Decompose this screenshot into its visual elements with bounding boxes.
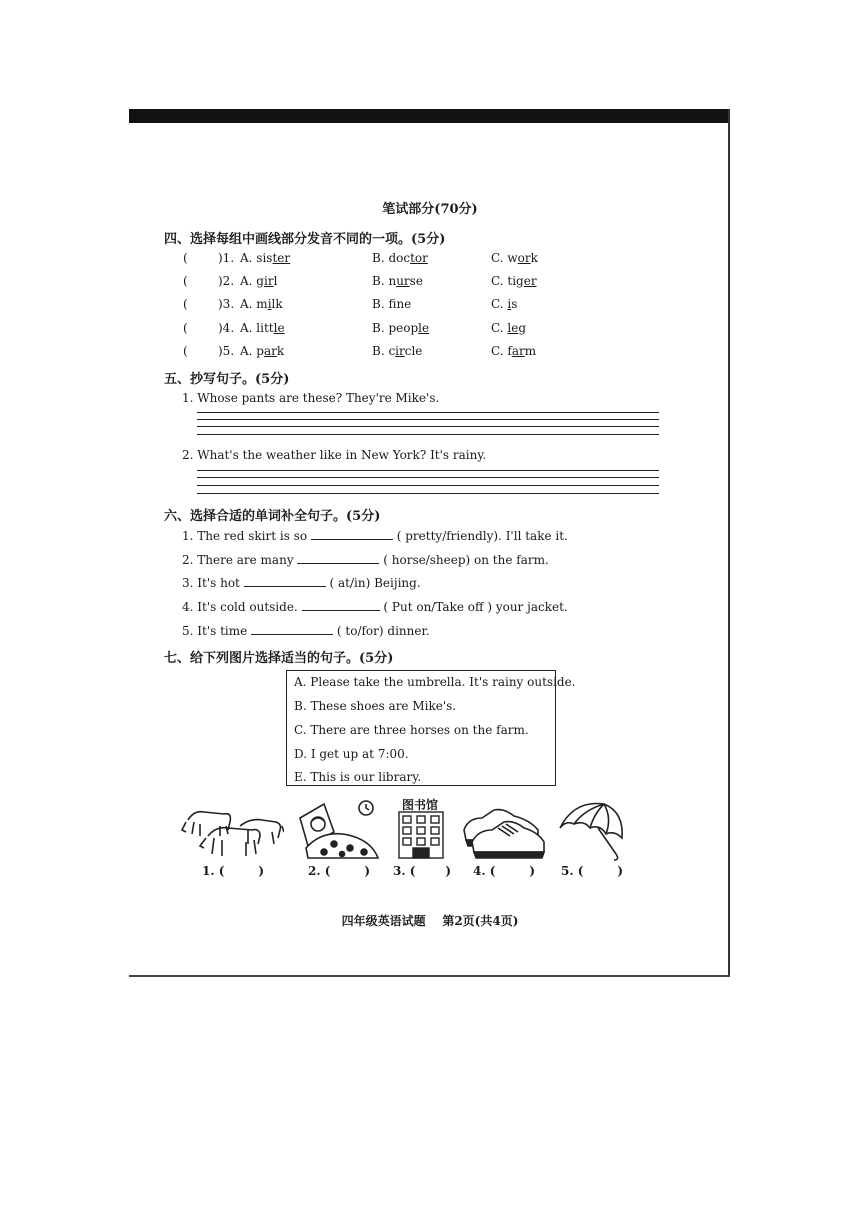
picture-answer-1[interactable] bbox=[202, 864, 264, 878]
answer-close: ) bbox=[445, 864, 452, 878]
writing-line bbox=[197, 470, 659, 471]
answer-label: 3. ( bbox=[393, 864, 416, 878]
option-b: B. doctor bbox=[372, 251, 428, 265]
question-number: )3. bbox=[218, 297, 235, 311]
fill-item-text: 4. It's cold outside. bbox=[182, 600, 298, 614]
answer-label: 2. ( bbox=[308, 864, 331, 878]
option-a: A. sister bbox=[240, 251, 291, 265]
writing-line bbox=[197, 419, 659, 420]
answer-blank[interactable] bbox=[311, 538, 393, 540]
writing-line bbox=[197, 485, 659, 486]
writing-line bbox=[197, 493, 659, 494]
fill-item-options: ( Put on/Take off ) your jacket. bbox=[383, 600, 568, 614]
horses-picture bbox=[180, 800, 284, 860]
writing-line bbox=[197, 426, 659, 427]
fill-item-3 bbox=[182, 576, 421, 590]
fill-item-1 bbox=[182, 529, 568, 543]
top-bar bbox=[129, 109, 730, 123]
option-c: C. leg bbox=[491, 321, 527, 335]
option-c: C. There are three horses on the farm. bbox=[294, 723, 529, 737]
fill-item-2 bbox=[182, 553, 549, 567]
answer-paren-open[interactable]: ( bbox=[183, 321, 188, 335]
answer-label: 5. ( bbox=[561, 864, 584, 878]
picture-answer-4[interactable] bbox=[473, 864, 535, 878]
picture-answer-2[interactable] bbox=[308, 864, 370, 878]
answer-close: ) bbox=[258, 864, 265, 878]
picture-answer-5[interactable] bbox=[561, 864, 623, 878]
section4-heading: 四、选择每组中画线部分发音不同的一项。(5分) bbox=[164, 232, 446, 247]
answer-label: 1. ( bbox=[202, 864, 225, 878]
shoes-picture bbox=[460, 800, 546, 860]
option-a: A. little bbox=[240, 321, 285, 335]
option-a: A. park bbox=[240, 344, 285, 358]
bottom-border bbox=[129, 975, 730, 977]
options-box bbox=[286, 670, 576, 786]
question-number: )1. bbox=[218, 251, 235, 265]
fill-item-text: 5. It's time bbox=[182, 624, 248, 638]
option-b: B. fne bbox=[372, 297, 412, 311]
option-e: E. This is our library. bbox=[294, 770, 422, 784]
option-b: B. These shoes are Mike's. bbox=[294, 699, 457, 713]
picture-answer-3[interactable] bbox=[393, 864, 451, 878]
answer-paren-open[interactable]: ( bbox=[183, 251, 188, 265]
writing-line bbox=[197, 412, 659, 413]
option-b: B. nurse bbox=[372, 274, 423, 288]
option-c: C. tiger bbox=[491, 274, 537, 288]
umbrella-picture bbox=[554, 798, 628, 862]
question-number: )4. bbox=[218, 321, 235, 335]
answer-close: ) bbox=[617, 864, 624, 878]
answer-paren-open[interactable]: ( bbox=[183, 297, 188, 311]
answer-label: 4. ( bbox=[473, 864, 496, 878]
fill-item-5 bbox=[182, 624, 430, 638]
answer-paren-open[interactable]: ( bbox=[183, 344, 188, 358]
answer-blank[interactable] bbox=[297, 562, 379, 564]
fill-item-options: ( pretty/friendly). I'll take it. bbox=[396, 529, 568, 543]
writing-line bbox=[197, 477, 659, 478]
copy-sentence-2: 2. What's the weather like in New York? It's rainy. bbox=[182, 448, 487, 462]
answer-blank[interactable] bbox=[302, 609, 380, 611]
library-picture bbox=[397, 810, 445, 860]
option-a: A. girl bbox=[240, 274, 278, 288]
fill-item-4 bbox=[182, 600, 568, 614]
answer-close: ) bbox=[529, 864, 536, 878]
page-title: 笔试部分(70分) bbox=[382, 202, 478, 217]
question-number: )5. bbox=[218, 344, 235, 358]
fill-item-options: ( horse/sheep) on the farm. bbox=[383, 553, 549, 567]
section7-heading: 七、给下列图片选择适当的句子。(5分) bbox=[164, 651, 394, 666]
answer-blank[interactable] bbox=[244, 585, 326, 587]
fill-item-text: 1. The red skirt is so bbox=[182, 529, 308, 543]
fill-item-text: 3. It's hot bbox=[182, 576, 240, 590]
writing-line bbox=[197, 434, 659, 435]
option-d: D. I get up at 7:00. bbox=[294, 747, 409, 761]
library-sign: 图书馆 bbox=[402, 798, 439, 812]
copy-sentence-1: 1. Whose pants are these? They're Mike's. bbox=[182, 391, 440, 405]
fill-item-text: 2. There are many bbox=[182, 553, 294, 567]
fill-item-options: ( at/in) Beijing. bbox=[329, 576, 421, 590]
option-a: A. Please take the umbrella. It's rainy outside. bbox=[294, 675, 576, 689]
boy-in-bed-picture bbox=[294, 798, 382, 862]
answer-blank[interactable] bbox=[251, 633, 333, 635]
section5-heading: 五、抄写句子。(5分) bbox=[164, 372, 290, 387]
right-border bbox=[728, 109, 730, 977]
page-footer: 四年级英语试题 第2页(共4页) bbox=[341, 914, 519, 928]
answer-close: ) bbox=[364, 864, 371, 878]
option-b: B. circle bbox=[372, 344, 423, 358]
option-c: C. farm bbox=[491, 344, 537, 358]
question-number: )2. bbox=[218, 274, 235, 288]
answer-paren-open[interactable]: ( bbox=[183, 274, 188, 288]
fill-item-options: ( to/for) dinner. bbox=[336, 624, 430, 638]
option-c: C. is bbox=[491, 297, 518, 311]
section6-heading: 六、选择合适的单词补全句子。(5分) bbox=[164, 509, 381, 524]
option-a: A. milk bbox=[240, 297, 283, 311]
option-c: C. work bbox=[491, 251, 538, 265]
option-b: B. people bbox=[372, 321, 430, 335]
